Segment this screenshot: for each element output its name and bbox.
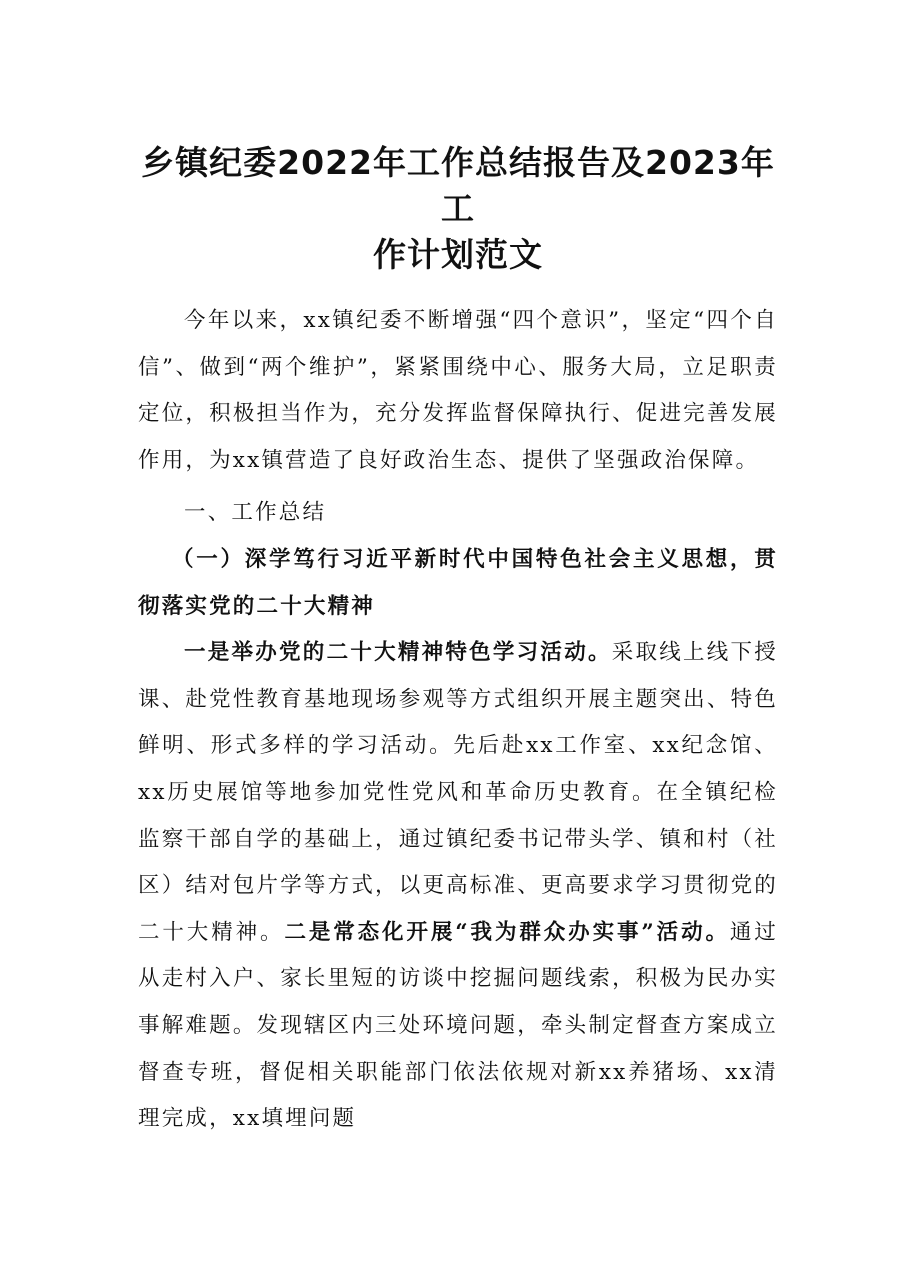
point-1-paragraph — [138, 630, 778, 1143]
point-2-lead: 二是常态化开展“我为群众办实事”活动。 — [284, 919, 730, 945]
subsection-1-heading: （一）深学笃行习近平新时代中国特色社会主义思想，贯彻落实党的二十大精神 — [138, 546, 778, 619]
point-2-body: 通过从走村入户、家长里短的访谈中挖掘问题线索，积极为民办实事解难题。发现辖区内三处环境问题，牵头制定督查方案成立督查专班，督促相关职能部门依法依规对新xx养猪场、xx清理完成，xx填埋问题 — [138, 919, 778, 1132]
title-line-1: 乡镇纪委2022年工作总结报告及2023年工 — [141, 143, 775, 228]
title-line-2: 作计划范文 — [373, 235, 543, 274]
section-1-heading: 一、工作总结 — [184, 500, 327, 526]
document-title — [138, 140, 778, 278]
document-body — [138, 140, 778, 1143]
point-1-body: 采取线上线下授课、赴党性教育基地现场参观等方式组织开展主题突出、特色鲜明、形式多样的学习活动。先后赴xx工作室、xx纪念馆、xx历史展馆等地参加党性党风和革命历史教育。在全镇纪检监察干部自学的基础上，通过镇纪委书记带头学、镇和村（社区）结对包片学等方式，以更高标准、更高要求学习贯彻党的二十大精神。 — [138, 640, 778, 945]
point-1-lead: 一是举办党的二十大精神特色学习活动。 — [184, 640, 612, 666]
intro-paragraph: 今年以来，xx镇纪委不断增强“四个意识”，坚定“四个自信”、做到“两个维护”，紧紧围绕中心、服务大局，立足职责定位，积极担当作为，充分发挥监督保障执行、促进完善发展作用，为xx镇营造了良好政治生态、提供了坚强政治保障。 — [138, 308, 778, 473]
